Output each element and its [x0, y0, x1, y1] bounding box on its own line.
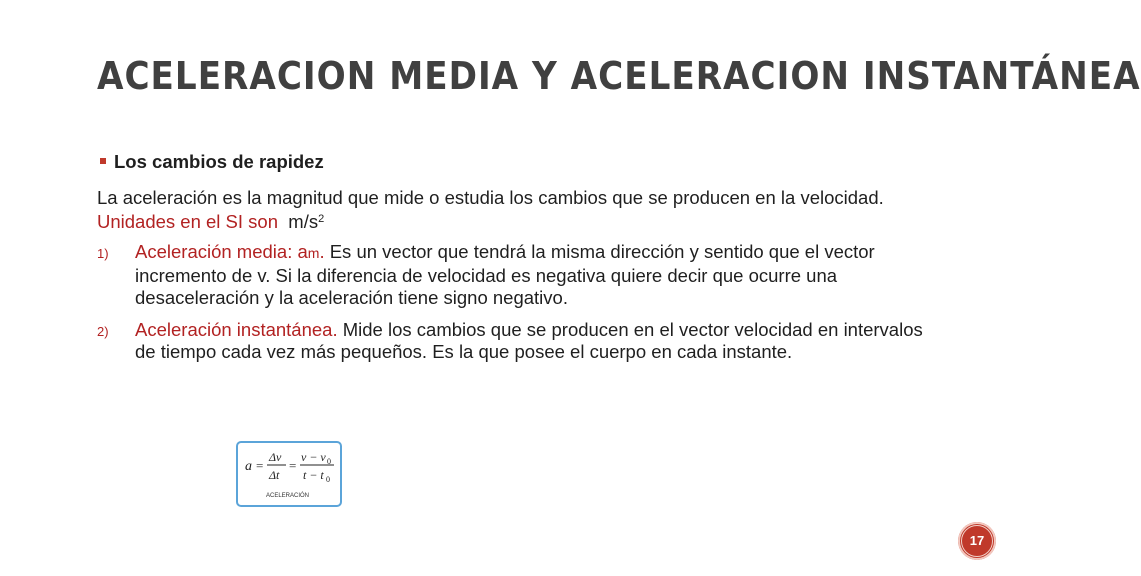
square-bullet-icon	[100, 158, 106, 164]
acceleration-formula-image	[236, 441, 342, 507]
page-number-badge	[958, 522, 996, 560]
item-title: Aceleración instantánea.	[135, 318, 338, 340]
units-exponent: 2	[318, 213, 325, 225]
definition-text: La aceleración es la magnitud que mide o estudia los cambios que se producen en la velocidad.	[97, 187, 884, 208]
page-number: 17	[969, 533, 985, 548]
formula-equals-1: =	[256, 458, 264, 473]
list-number: 2)	[97, 323, 109, 339]
item-text: Es un vector que tendrá la misma dirección y sentido que el vector incremento de v. Si la diferencia de velocidad es negativa quiere decir que ocurre una desaceleración y la aceleración tiene signo negativo.	[135, 241, 875, 308]
list-item	[97, 319, 937, 364]
definition-paragraph	[97, 186, 937, 234]
list-number: 1)	[97, 246, 109, 261]
units-label: Unidades en el SI son	[97, 211, 279, 232]
item-title-tail: .	[319, 241, 325, 262]
formula-caption: ACELERACIÓN	[266, 493, 310, 499]
item-text: Mide los cambios que se producen en el vector velocidad en intervalos de tiempo cada vez más pequeños. Es la que posee el cuerpo en cada instante.	[135, 318, 923, 362]
units-value: m/s	[288, 211, 319, 232]
formula-numerator-1: Δv	[269, 450, 282, 464]
formula-denominator-2: t − t	[303, 468, 324, 482]
item-title-text: Aceleración media: a	[135, 241, 308, 262]
bullet-text: Los cambios de rapidez	[114, 151, 324, 172]
list-item	[97, 241, 937, 310]
formula-numerator-2: v − v	[301, 450, 326, 464]
formula-graphic	[238, 443, 340, 505]
formula-numerator-2-sub: 0	[327, 457, 331, 466]
numbered-list	[97, 241, 937, 364]
slide-title: ACELERACION MEDIA Y ACELERACION INSTANTÁNEA	[97, 54, 1141, 98]
formula-equals-2: =	[289, 458, 297, 473]
formula-a: a	[245, 459, 252, 474]
formula-denominator-1: Δt	[269, 468, 280, 482]
item-title	[135, 241, 325, 262]
item-title-subscript: m	[307, 245, 320, 261]
bullet-item	[97, 150, 937, 174]
formula-denominator-2-sub: 0	[326, 475, 330, 484]
slide-content	[97, 150, 937, 373]
